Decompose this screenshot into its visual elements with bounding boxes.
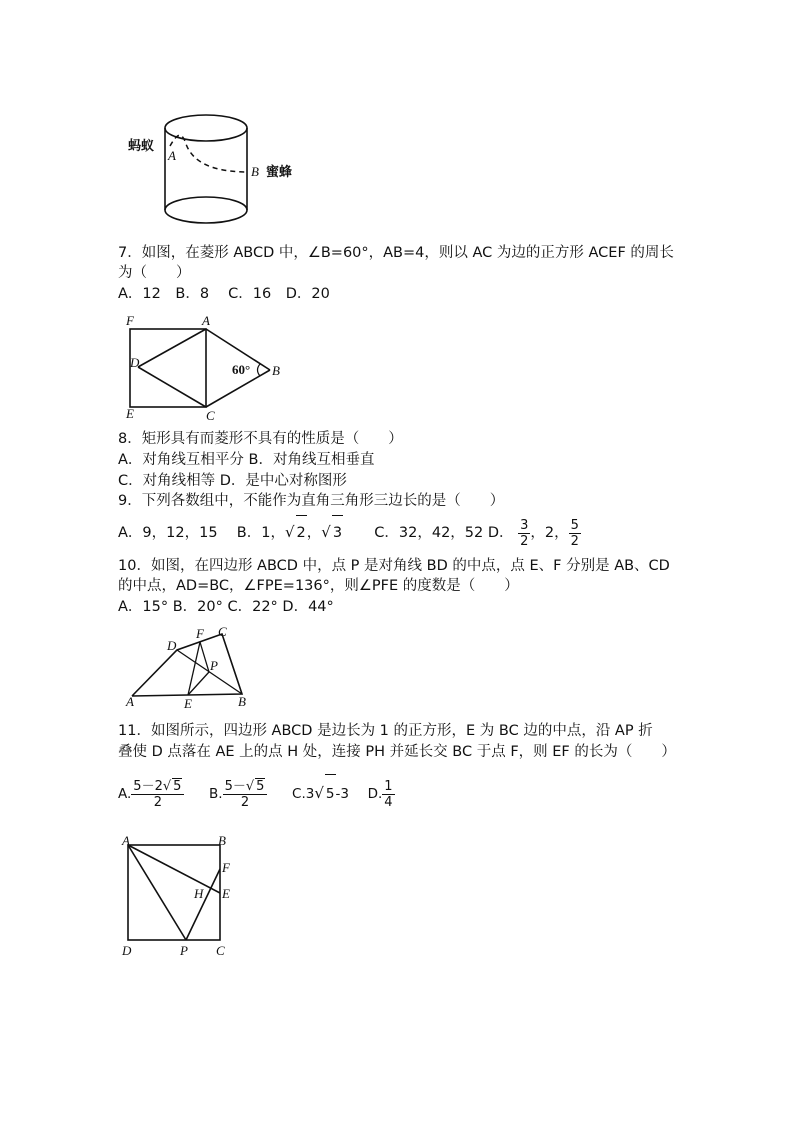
label-a: A xyxy=(122,834,130,848)
label-a: A xyxy=(202,313,210,328)
q8-options-2: C．对角线相等 D．是中心对称图形 xyxy=(118,473,347,489)
q11-option-d-frac: $\frac{1}{4}$ xyxy=(384,778,393,810)
label-f: F xyxy=(196,626,204,641)
label-e: E xyxy=(126,406,134,421)
q7-stem-line2: 为（ ） xyxy=(118,265,191,281)
label-a: A xyxy=(126,694,134,709)
q11-options: A. $\frac{5-2√ 5}{2}$ B. $\frac{5-√ 5}{2}$ C.3√ 5-3 D. $\frac{1}{4}$ xyxy=(118,774,395,813)
cylinder-figure xyxy=(120,108,320,230)
q11-stem-line2: 叠使 D 点落在 AE 上的点 H 处，连接 PH 并延长交 BC 于点 F，则 EF 的长为（ ） xyxy=(118,744,676,760)
q11-option-b-frac: $\frac{5-√ 5}{2}$ xyxy=(223,778,268,810)
rhombus-square-figure xyxy=(120,312,300,424)
cylinder-bottom xyxy=(165,197,247,223)
q11-option-c-label: C.3 xyxy=(292,786,315,802)
label-c: C xyxy=(206,408,215,423)
label-b: B xyxy=(218,834,226,848)
q9-option-a: A．9，12，15 xyxy=(118,525,218,541)
label-f: F xyxy=(222,860,230,875)
q8-stem: 8．矩形具有而菱形不具有的性质是（ ） xyxy=(118,431,403,447)
square-fold-figure xyxy=(118,834,248,964)
label-d: D xyxy=(167,638,177,653)
label-b: B xyxy=(272,363,280,378)
ant-label: 蚂蚁 xyxy=(128,139,155,154)
point-b-label: B xyxy=(251,164,259,179)
label-d: D xyxy=(122,943,132,958)
label-c: C xyxy=(218,624,227,639)
label-b: B xyxy=(238,694,246,709)
q9-option-b-root2: 3 xyxy=(332,515,343,550)
label-c: C xyxy=(216,943,225,958)
q9-stem: 9．下列各数组中，不能作为直角三角形三边长的是（ ） xyxy=(118,493,505,509)
quadrilateral-figure xyxy=(120,622,260,710)
q10-stem-line2: 的中点，AD=BC，∠FPE=136°，则∠PFE 的度数是（ ） xyxy=(118,578,519,594)
q9-option-b-root1: 2 xyxy=(296,515,307,550)
label-e: E xyxy=(184,696,192,710)
q9-option-c: C．32，42，52 xyxy=(374,525,484,541)
label-p: P xyxy=(210,658,218,673)
label-e: E xyxy=(222,886,230,901)
q11-option-c-tail: -3 xyxy=(335,786,349,802)
q9-options: A．9，12，15 B．1，√ 2，√ 3 C．32，42，52 D． $\frac{3}{2}$ ，2， $\frac{5}{2}$ xyxy=(118,515,581,550)
q10-options: A．15° B．20° C．22° D．44° xyxy=(118,599,334,615)
q11-option-b-label: B. xyxy=(209,786,223,802)
point-a-label: A xyxy=(168,148,176,163)
q9-option-b-prefix: B．1， xyxy=(236,525,285,541)
q9-option-d-frac1: $\frac{3}{2}$ xyxy=(520,517,529,549)
q9-option-d-mid: ，2， xyxy=(530,525,569,541)
label-h: H xyxy=(194,886,204,901)
q11-option-a-label: A. xyxy=(118,786,132,802)
label-d: D xyxy=(130,355,140,370)
q11-option-a-frac: $\frac{5-2√ 5}{2}$ xyxy=(131,778,184,810)
q8-options-1: A．对角线互相平分 B．对角线互相垂直 xyxy=(118,452,375,468)
q11-option-c-root: 5 xyxy=(325,774,336,813)
q11-option-d-label: D. xyxy=(367,786,383,802)
q7-stem-line1: 7．如图，在菱形 ABCD 中，∠B=60°，AB=4，则以 AC 为边的正方形 ACEF 的周长 xyxy=(118,245,674,261)
label-p: P xyxy=(180,943,188,958)
angle-label: 60° xyxy=(232,362,251,377)
q10-stem-line1: 10．如图，在四边形 ABCD 中，点 P 是对角线 BD 的中点，点 E、F 分别是 AB、CD xyxy=(118,558,670,574)
q11-stem-line1: 11．如图所示，四边形 ABCD 是边长为 1 的正方形，E 为 BC 边的中点，沿 AP 折 xyxy=(118,723,653,739)
label-f: F xyxy=(126,313,134,328)
q7-options: A．12 B．8 C．16 D．20 xyxy=(118,286,330,302)
q9-option-d-prefix: D． xyxy=(487,525,514,541)
q9-option-d-frac2: $\frac{5}{2}$ xyxy=(570,517,579,549)
bee-label: 蜜蜂 xyxy=(266,165,293,180)
